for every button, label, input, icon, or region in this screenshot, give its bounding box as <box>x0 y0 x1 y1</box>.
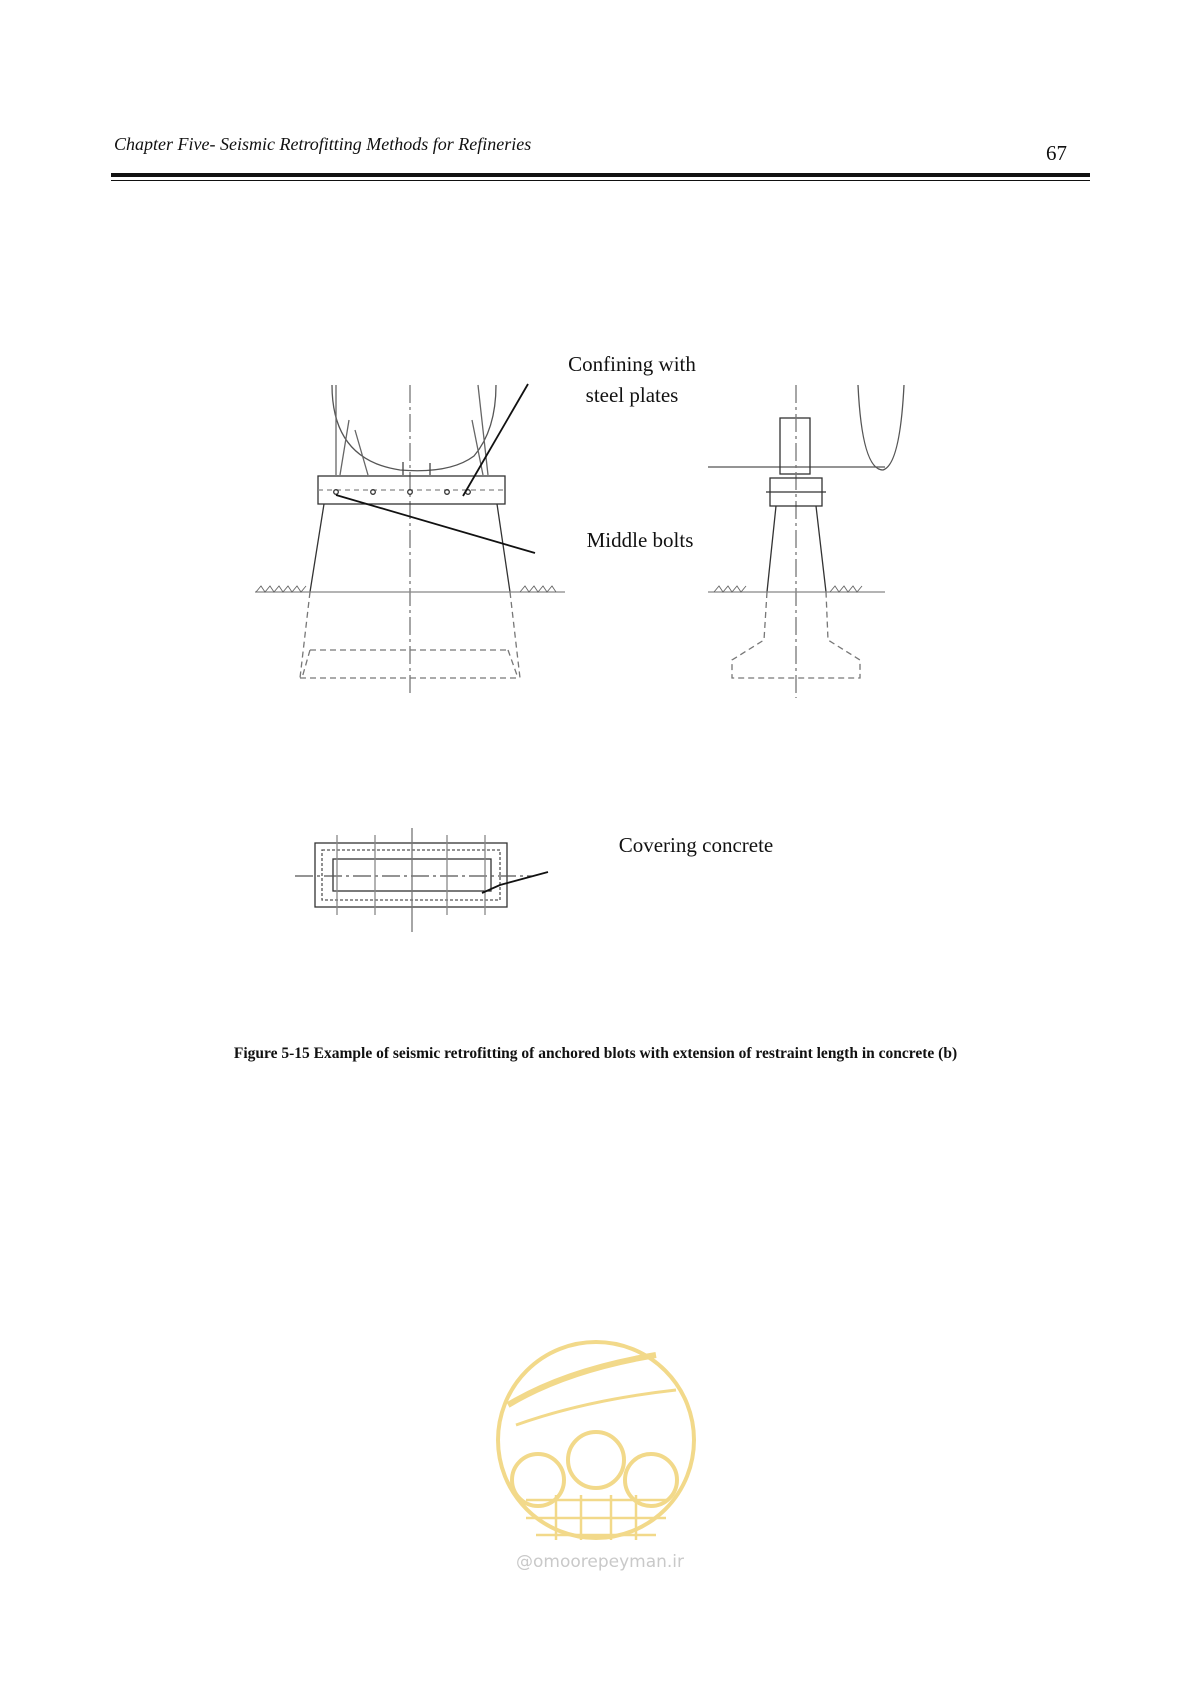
label-covering-concrete: Covering concrete <box>618 833 774 857</box>
figure-caption: Figure 5-15 Example of seismic retrofitting of anchored blots with extension of restraint length in concrete (b) <box>233 1045 958 1062</box>
leader-covering-concrete <box>482 872 548 893</box>
watermark-site-text: @omoorepeyman.ir <box>515 1552 685 1572</box>
omoore-peyman-seal-icon <box>486 1330 706 1570</box>
label-confining-with-steel-plates <box>552 349 712 411</box>
label-confining-line2: steel plates <box>585 383 679 407</box>
side-elevation-view <box>708 385 904 698</box>
page-number: 67 <box>1046 141 1067 165</box>
chapter-title: Chapter Five- Seismic Retrofitting Methods for Refineries <box>114 134 532 154</box>
front-elevation-view <box>255 385 565 695</box>
plan-view <box>295 828 532 932</box>
label-middle-bolts: Middle bolts <box>586 528 694 552</box>
label-confining-line1: Confining with <box>568 352 696 376</box>
